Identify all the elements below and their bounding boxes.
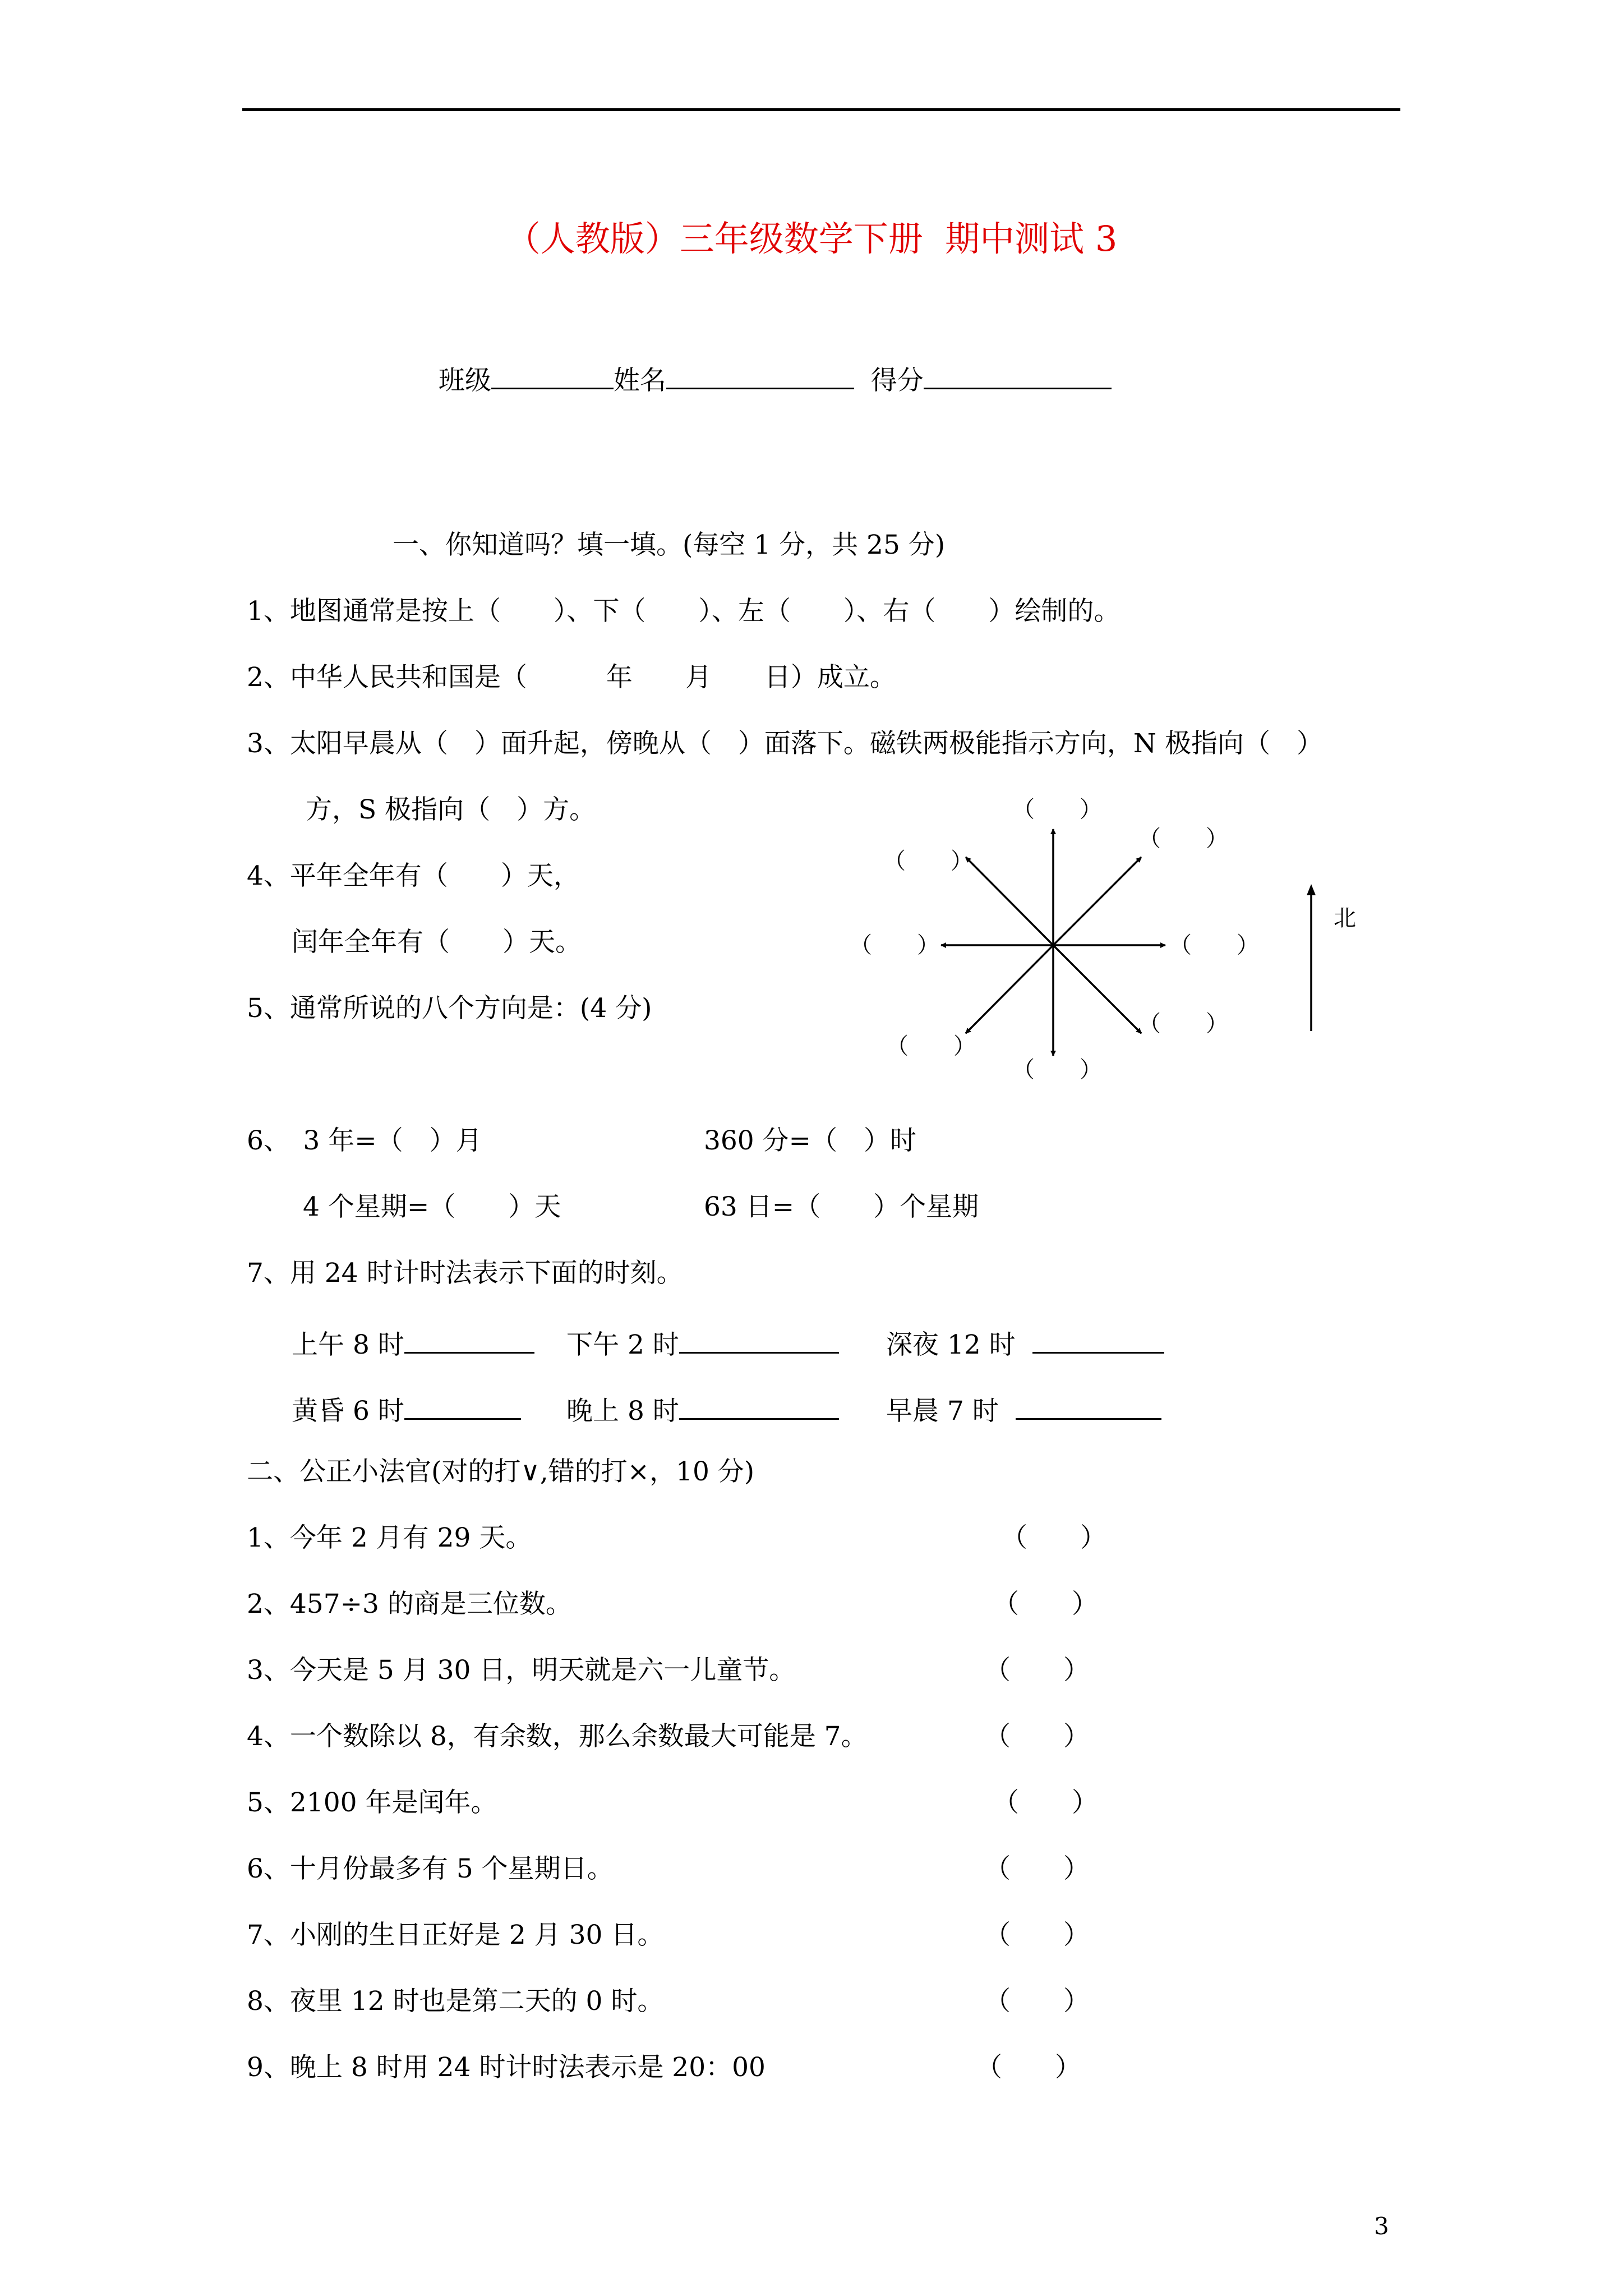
score-blank[interactable] — [924, 362, 1112, 389]
question-6-b: 360 分=（ ）时 — [704, 1125, 917, 1156]
answer-blank[interactable] — [404, 1326, 534, 1354]
judge-paren-3[interactable]: （ ） — [984, 1655, 1090, 1686]
q7-item-3: 深夜 12 时 — [886, 1326, 1164, 1358]
name-blank[interactable] — [666, 362, 854, 389]
question-6-d: 63 日=（ ）个星期 — [704, 1191, 979, 1222]
judge-item-4: 4、一个数除以 8，有余数，那么余数最大可能是 7。 — [247, 1721, 868, 1752]
judge-paren-6[interactable]: （ ） — [984, 1853, 1090, 1884]
question-6-a: 6、 3 年=（ ）月 — [247, 1125, 482, 1156]
question-6-c: 4 个星期=（ ）天 — [303, 1191, 561, 1222]
section2-heading: 二、公正小法官(对的打∨,错的打×，10 分) — [247, 1456, 755, 1487]
judge-item-2: 2、457÷3 的商是三位数。 — [247, 1589, 572, 1619]
answer-blank[interactable] — [679, 1392, 839, 1420]
header-rule — [242, 108, 1400, 111]
paren-south: （ ） — [1012, 1057, 1102, 1083]
class-label: 班级 — [438, 365, 491, 396]
question-4-line1: 4、平年全年有（ ）天， — [247, 861, 580, 891]
q7-item-6: 早晨 7 时 — [886, 1392, 1161, 1424]
paren-southwest: （ ） — [886, 1033, 976, 1059]
judge-item-6: 6、十月份最多有 5 个星期日。 — [247, 1853, 614, 1884]
name-label: 姓名 — [613, 365, 666, 396]
judge-item-3: 3、今天是 5 月 30 日，明天就是六一儿童节。 — [247, 1655, 796, 1686]
question-3-line1: 3、太阳早晨从（ ）面升起，傍晚从（ ）面落下。磁铁两极能指示方向，N 极指向（ ） — [247, 728, 1323, 759]
arrow-northeast — [1053, 857, 1141, 945]
judge-item-8: 8、夜里 12 时也是第二天的 0 时。 — [247, 1986, 664, 2017]
question-2: 2、中华人民共和国是（ 年 月 日）成立。 — [247, 662, 896, 693]
north-indicator — [1290, 881, 1357, 1038]
judge-paren-5[interactable]: （ ） — [993, 1787, 1098, 1818]
score-label: 得分 — [870, 365, 924, 396]
judge-paren-9[interactable]: （ ） — [976, 2052, 1081, 2083]
judge-paren-1[interactable]: （ ） — [1001, 1522, 1106, 1553]
judge-item-1: 1、今年 2 月有 29 天。 — [247, 1522, 532, 1553]
arrow-northwest — [966, 857, 1053, 945]
question-1: 1、地图通常是按上（ ）、下（ ）、左（ ）、右（ ）绘制的。 — [247, 596, 1121, 627]
answer-blank[interactable] — [1032, 1326, 1164, 1354]
judge-paren-4[interactable]: （ ） — [984, 1721, 1090, 1752]
judge-paren-2[interactable]: （ ） — [993, 1589, 1098, 1619]
arrow-southeast — [1053, 945, 1141, 1033]
paren-north: （ ） — [1012, 797, 1102, 822]
judge-item-5: 5、2100 年是闰年。 — [247, 1787, 497, 1818]
answer-blank[interactable] — [404, 1392, 521, 1420]
q7-item-1: 上午 8 时 — [292, 1326, 534, 1358]
paren-east: （ ） — [1169, 932, 1259, 958]
north-label: 北 — [1334, 905, 1356, 931]
student-info-row — [422, 335, 1112, 394]
question-4-line2: 闰年全年有（ ）天。 — [292, 927, 582, 958]
answer-blank[interactable] — [679, 1326, 839, 1354]
answer-blank[interactable] — [1016, 1392, 1161, 1420]
section1-heading: 一、你知道吗？填一填。(每空 1 分，共 25 分) — [393, 530, 946, 560]
page-title: （人教版）三年级数学下册 期中测试 3 — [505, 218, 1118, 259]
q7-item-4: 黄昏 6 时 — [292, 1392, 521, 1424]
eight-direction-compass — [841, 785, 1290, 1111]
paren-northwest: （ ） — [883, 848, 973, 874]
judge-item-9: 9、晚上 8 时用 24 时计时法表示是 20：00 — [247, 2052, 766, 2083]
class-blank[interactable] — [491, 362, 614, 389]
judge-paren-8[interactable]: （ ） — [984, 1986, 1090, 2017]
arrow-southwest — [966, 945, 1053, 1033]
q7-item-5: 晚上 8 时 — [566, 1392, 839, 1424]
question-3-line2: 方，S 极指向（ ）方。 — [306, 794, 596, 825]
judge-paren-7[interactable]: （ ） — [984, 1920, 1090, 1950]
paren-northeast: （ ） — [1138, 826, 1228, 852]
paren-west: （ ） — [850, 932, 939, 958]
paren-southeast: （ ） — [1138, 1011, 1228, 1037]
north-arrowhead-icon — [1307, 884, 1316, 895]
question-5: 5、通常所说的八个方向是：(4 分) — [247, 993, 652, 1024]
q7-item-2: 下午 2 时 — [566, 1326, 839, 1358]
question-7: 7、用 24 时计时法表示下面的时刻。 — [247, 1258, 683, 1289]
page-number: 3 — [1374, 2212, 1389, 2240]
judge-item-7: 7、小刚的生日正好是 2 月 30 日。 — [247, 1920, 664, 1950]
